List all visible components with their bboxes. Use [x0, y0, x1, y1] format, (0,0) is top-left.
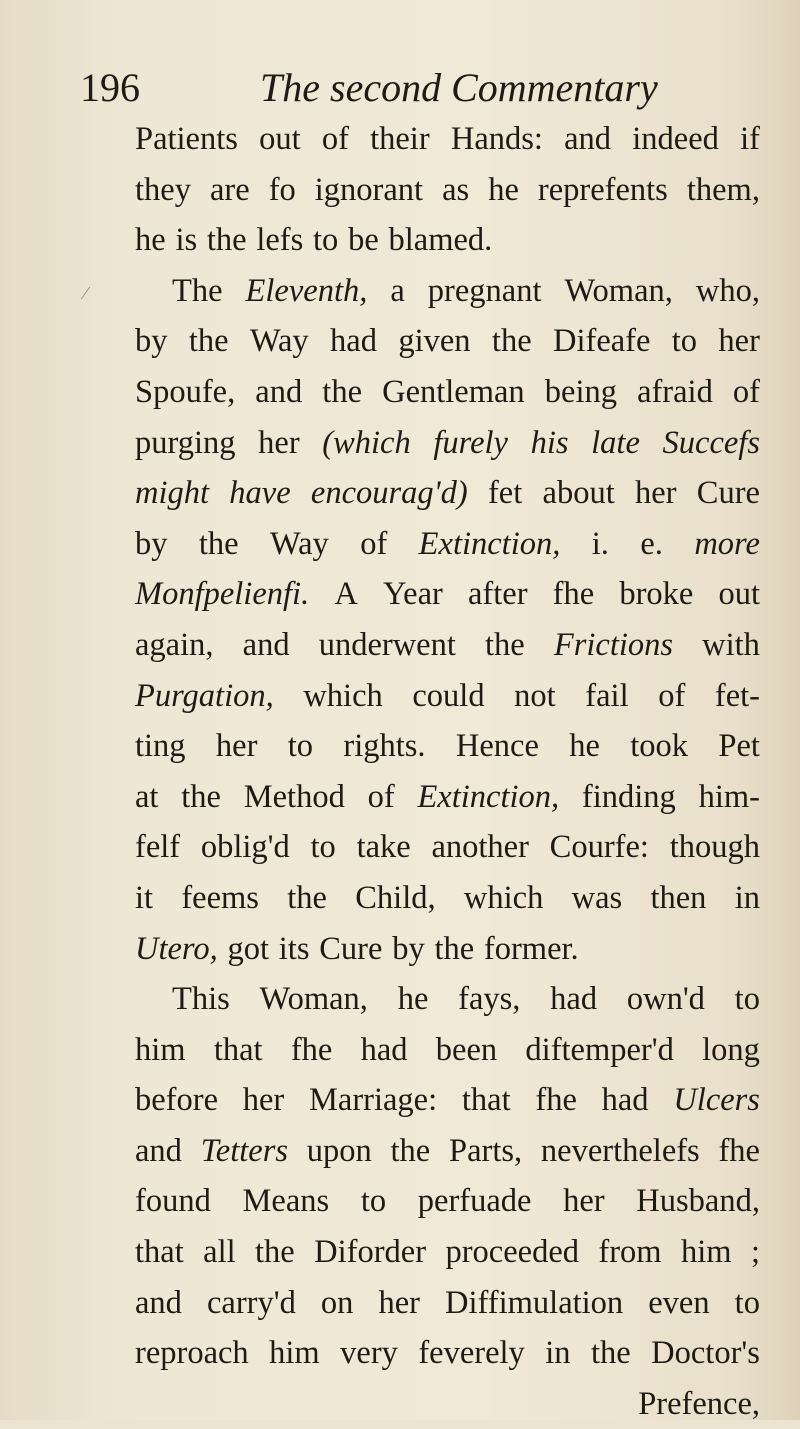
- word: fet-: [714, 677, 760, 714]
- running-title: The second Commentary: [260, 65, 658, 110]
- word: of: [732, 373, 760, 410]
- text-line: [135, 974, 760, 1025]
- word: him-: [698, 778, 760, 815]
- body-text: [135, 114, 760, 1429]
- word: him: [135, 1031, 186, 1068]
- word: lefs: [256, 222, 304, 259]
- text-line: [135, 1176, 760, 1227]
- word: Means: [242, 1183, 330, 1220]
- word: underwent: [318, 626, 456, 663]
- text-line: [135, 266, 760, 317]
- word: her: [242, 1082, 285, 1119]
- word: afraid: [637, 373, 713, 410]
- word: had: [550, 981, 598, 1018]
- text-line: [135, 772, 760, 823]
- word: been: [435, 1031, 498, 1068]
- word: Diffimulation: [445, 1284, 624, 1321]
- text-line: [135, 822, 760, 873]
- text-line: [135, 114, 760, 165]
- word: which: [463, 879, 544, 916]
- word: Way: [249, 323, 309, 360]
- word: oblig'd: [200, 829, 290, 866]
- running-head: [0, 62, 800, 118]
- word: the: [590, 1335, 631, 1372]
- word: Cure: [319, 930, 383, 967]
- word: ting: [135, 728, 186, 765]
- word: if: [740, 121, 760, 157]
- word: her: [258, 424, 300, 461]
- word: her: [635, 475, 677, 512]
- word: fo: [268, 171, 296, 208]
- word: its: [278, 930, 310, 967]
- word: his: [530, 424, 569, 461]
- word: broke: [619, 576, 694, 613]
- margin-mark: ⁄: [84, 283, 88, 303]
- word: fhe: [535, 1082, 577, 1119]
- word: again,: [135, 626, 214, 663]
- word: him: [681, 1234, 732, 1271]
- word: carry'd: [207, 1284, 296, 1321]
- word: indeed: [632, 121, 719, 157]
- word: finding: [581, 778, 676, 815]
- word: fhe: [290, 1031, 333, 1068]
- word: felf: [135, 829, 181, 866]
- word: purging: [135, 424, 236, 461]
- word: Doctor's: [651, 1335, 760, 1372]
- text-line: [135, 924, 760, 975]
- word: the: [322, 373, 363, 410]
- word: as: [442, 171, 470, 208]
- word: who,: [695, 272, 760, 309]
- word: had: [601, 1082, 649, 1119]
- word: given: [398, 323, 471, 360]
- word: have: [229, 475, 291, 512]
- word: might: [135, 475, 210, 512]
- word: Parts,: [449, 1132, 523, 1169]
- word: her: [378, 1284, 420, 1321]
- word: Pet: [718, 728, 760, 765]
- word: feverely: [418, 1335, 525, 1372]
- word: was: [571, 879, 623, 916]
- word: the: [206, 222, 247, 259]
- word: on: [320, 1284, 354, 1321]
- text-line: [135, 873, 760, 924]
- word: the: [434, 930, 475, 967]
- word: and: [135, 1284, 182, 1321]
- word: her: [563, 1183, 605, 1220]
- word: that: [213, 1031, 263, 1068]
- word: took: [630, 728, 689, 765]
- word: of: [367, 778, 395, 815]
- text-line: [135, 1126, 760, 1177]
- word: Ulcers: [673, 1082, 760, 1119]
- word: more: [694, 525, 760, 562]
- word: Child,: [355, 879, 436, 916]
- text-line: [135, 671, 760, 722]
- word: Spoufe,: [135, 373, 236, 410]
- word: about: [542, 475, 615, 512]
- word: (which: [322, 424, 411, 461]
- word: Woman,: [259, 981, 368, 1018]
- word: them,: [686, 171, 760, 208]
- word: their: [370, 121, 430, 157]
- word: after: [468, 576, 528, 613]
- word: very: [340, 1335, 398, 1372]
- word: at: [135, 778, 159, 815]
- page-number: 196: [80, 65, 140, 110]
- text-line: [135, 165, 760, 216]
- word: Utero,: [135, 930, 218, 967]
- word: the: [188, 323, 229, 360]
- word: own'd: [626, 981, 705, 1018]
- word: Patients: [135, 121, 238, 157]
- word: it: [135, 879, 154, 916]
- word: of: [321, 121, 349, 157]
- word: diftemper'd: [525, 1031, 674, 1068]
- word: and: [242, 626, 290, 663]
- word: the: [287, 879, 327, 916]
- word: a: [390, 272, 405, 309]
- word: found: [135, 1183, 211, 1220]
- text-line: [135, 1227, 760, 1278]
- word: reprefents: [537, 171, 668, 208]
- word: to: [671, 323, 698, 360]
- word: and: [255, 373, 303, 410]
- word: fet: [487, 475, 523, 512]
- word: then: [650, 879, 707, 916]
- word: which: [303, 677, 383, 714]
- word: the: [491, 323, 532, 360]
- word: and: [135, 1132, 182, 1169]
- word: Frictions: [553, 626, 674, 663]
- word: could: [412, 677, 485, 714]
- word: not: [514, 677, 556, 714]
- catchword-line: [135, 1379, 760, 1429]
- word: him: [269, 1335, 320, 1372]
- word: of: [360, 525, 388, 562]
- word: feems: [181, 879, 259, 916]
- word: he: [488, 171, 519, 208]
- word: and: [564, 121, 612, 157]
- word: long: [702, 1031, 760, 1068]
- word: Difeafe: [553, 323, 651, 360]
- text-line: [135, 519, 760, 570]
- word: to: [360, 1183, 387, 1220]
- word: Courfe:: [549, 829, 649, 866]
- text-line: [135, 1075, 760, 1126]
- text-line: [135, 721, 760, 772]
- text-line: [135, 316, 760, 367]
- word: in: [734, 879, 760, 916]
- word: pregnant: [427, 272, 542, 309]
- word: upon: [306, 1132, 372, 1169]
- text-line: [135, 620, 760, 671]
- word: perfuade: [417, 1183, 532, 1220]
- word: Succefs: [662, 424, 760, 461]
- word: they: [135, 171, 191, 208]
- word: fhe: [552, 576, 595, 613]
- word: the: [255, 1234, 295, 1271]
- word: are: [209, 171, 250, 208]
- word: Marriage:: [309, 1082, 438, 1119]
- word: got: [227, 930, 270, 967]
- word: encourag'd): [310, 475, 468, 512]
- word: though: [669, 829, 760, 866]
- word: A: [334, 576, 358, 613]
- word: that: [135, 1234, 184, 1271]
- text-line: [135, 1025, 760, 1076]
- word: ;: [750, 1234, 760, 1271]
- text-line: [135, 1278, 760, 1329]
- word: Cure: [696, 475, 760, 512]
- word: ignorant: [314, 171, 424, 208]
- word: This: [172, 981, 230, 1018]
- word: of: [658, 677, 686, 714]
- word: even: [648, 1284, 710, 1321]
- word: late: [591, 424, 640, 461]
- word: with: [702, 626, 760, 663]
- word: blamed.: [388, 222, 493, 259]
- word: furely: [433, 424, 508, 461]
- word: reproach: [135, 1335, 249, 1372]
- word: Husband,: [636, 1183, 760, 1220]
- word: Way: [270, 525, 329, 562]
- word: he: [569, 728, 600, 765]
- word: to: [734, 981, 760, 1018]
- word: before: [135, 1082, 218, 1119]
- word: Eleventh,: [245, 272, 368, 309]
- word: rights.: [343, 728, 426, 765]
- word: the: [390, 1132, 431, 1169]
- text-line: [135, 367, 760, 418]
- word: the: [181, 778, 221, 815]
- word: another: [431, 829, 529, 866]
- word: Diforder: [314, 1234, 427, 1271]
- word: Extinction,: [418, 525, 561, 562]
- word: Extinction,: [417, 778, 560, 815]
- word: former.: [483, 930, 579, 967]
- word: to: [287, 728, 314, 765]
- word: e.: [640, 525, 663, 562]
- word: by: [392, 930, 425, 967]
- word: is: [175, 222, 198, 259]
- word: by: [135, 525, 168, 562]
- word: fhe: [718, 1132, 760, 1169]
- word: Method: [243, 778, 345, 815]
- text-line: [135, 569, 760, 620]
- word: in: [545, 1335, 571, 1372]
- word: neverthelefs: [540, 1132, 700, 1169]
- word: the: [198, 525, 239, 562]
- word: to: [734, 1284, 760, 1321]
- word: had: [360, 1031, 408, 1068]
- word: he: [135, 222, 166, 259]
- word: being: [544, 373, 617, 410]
- text-line: [135, 418, 760, 469]
- word: fays,: [458, 981, 521, 1018]
- word: be: [348, 222, 379, 259]
- word: Woman,: [564, 272, 673, 309]
- word: take: [356, 829, 411, 866]
- word: proceeded: [445, 1234, 579, 1271]
- word: to: [313, 222, 339, 259]
- word: by: [135, 323, 168, 360]
- word: out: [718, 576, 760, 613]
- word: Tetters: [200, 1132, 288, 1169]
- word: the: [485, 626, 525, 663]
- word: from: [598, 1234, 662, 1271]
- word: Monfpelienfi.: [135, 576, 310, 613]
- word: to: [310, 829, 336, 866]
- text-line: [135, 1328, 760, 1379]
- word: fail: [585, 677, 629, 714]
- word: her: [215, 728, 258, 765]
- text-line: [135, 215, 760, 266]
- word: all: [203, 1234, 236, 1271]
- text-line: [135, 468, 760, 519]
- word: Gentleman: [382, 373, 525, 410]
- word: Hands:: [450, 121, 543, 157]
- word: Hence: [455, 728, 539, 765]
- word: that: [461, 1082, 511, 1119]
- word: i.: [591, 525, 609, 562]
- word: The: [172, 272, 223, 309]
- word: out: [259, 121, 301, 157]
- word: he: [397, 981, 429, 1018]
- catchword: Prefence,: [638, 1385, 760, 1422]
- word: Purgation,: [135, 677, 274, 714]
- word: Year: [382, 576, 443, 613]
- word: had: [330, 323, 377, 360]
- word: her: [718, 323, 760, 360]
